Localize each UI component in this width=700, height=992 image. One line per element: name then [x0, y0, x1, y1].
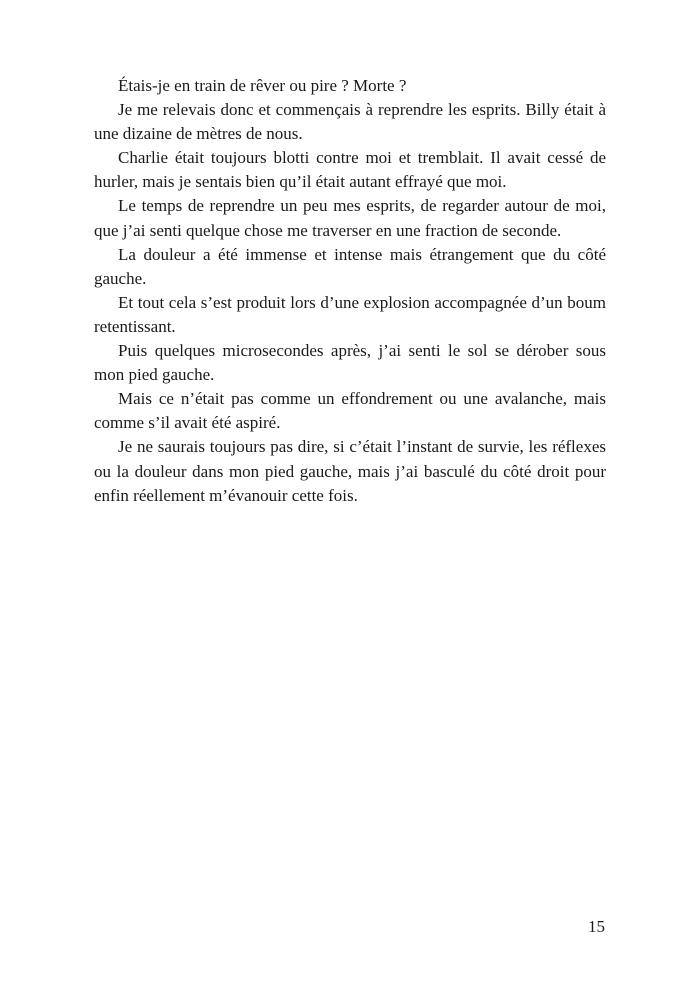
paragraph: Le temps de reprendre un peu mes esprits, de regarder autour de moi, que j’ai senti quelque chose me traverser en une fraction de seconde.: [94, 196, 606, 240]
body-text: [94, 74, 606, 508]
paragraph: Et tout cela s’est produit lors d’une explosion accompagnée d’un boum retentissant.: [94, 292, 606, 336]
paragraph: Charlie était toujours blotti contre moi et tremblait. Il avait cessé de hurler, mais je sentais bien qu’il était autant effrayé que moi.: [94, 148, 606, 192]
paragraph: Étais-je en train de rêver ou pire ? Morte ?: [118, 76, 407, 95]
paragraph: Puis quelques microsecondes après, j’ai senti le sol se dérober sous mon pied gauche.: [94, 341, 606, 385]
paragraph: Je ne saurais toujours pas dire, si c’était l’instant de survie, les réflexes ou la douleur dans mon pied gauche, mais j’ai basculé du côté droit pour enfin réellement m’évanouir cette fois.: [94, 437, 606, 505]
paragraph: La douleur a été immense et intense mais étrangement que du côté gauche.: [94, 244, 606, 288]
paragraph: Je me relevais donc et commençais à reprendre les esprits. Billy était à une dizaine de mètres de nous.: [94, 100, 606, 144]
paragraph: Mais ce n’était pas comme un effondrement ou une avalanche, mais comme s’il avait été aspiré.: [94, 389, 606, 433]
page-number: 15: [588, 917, 605, 936]
